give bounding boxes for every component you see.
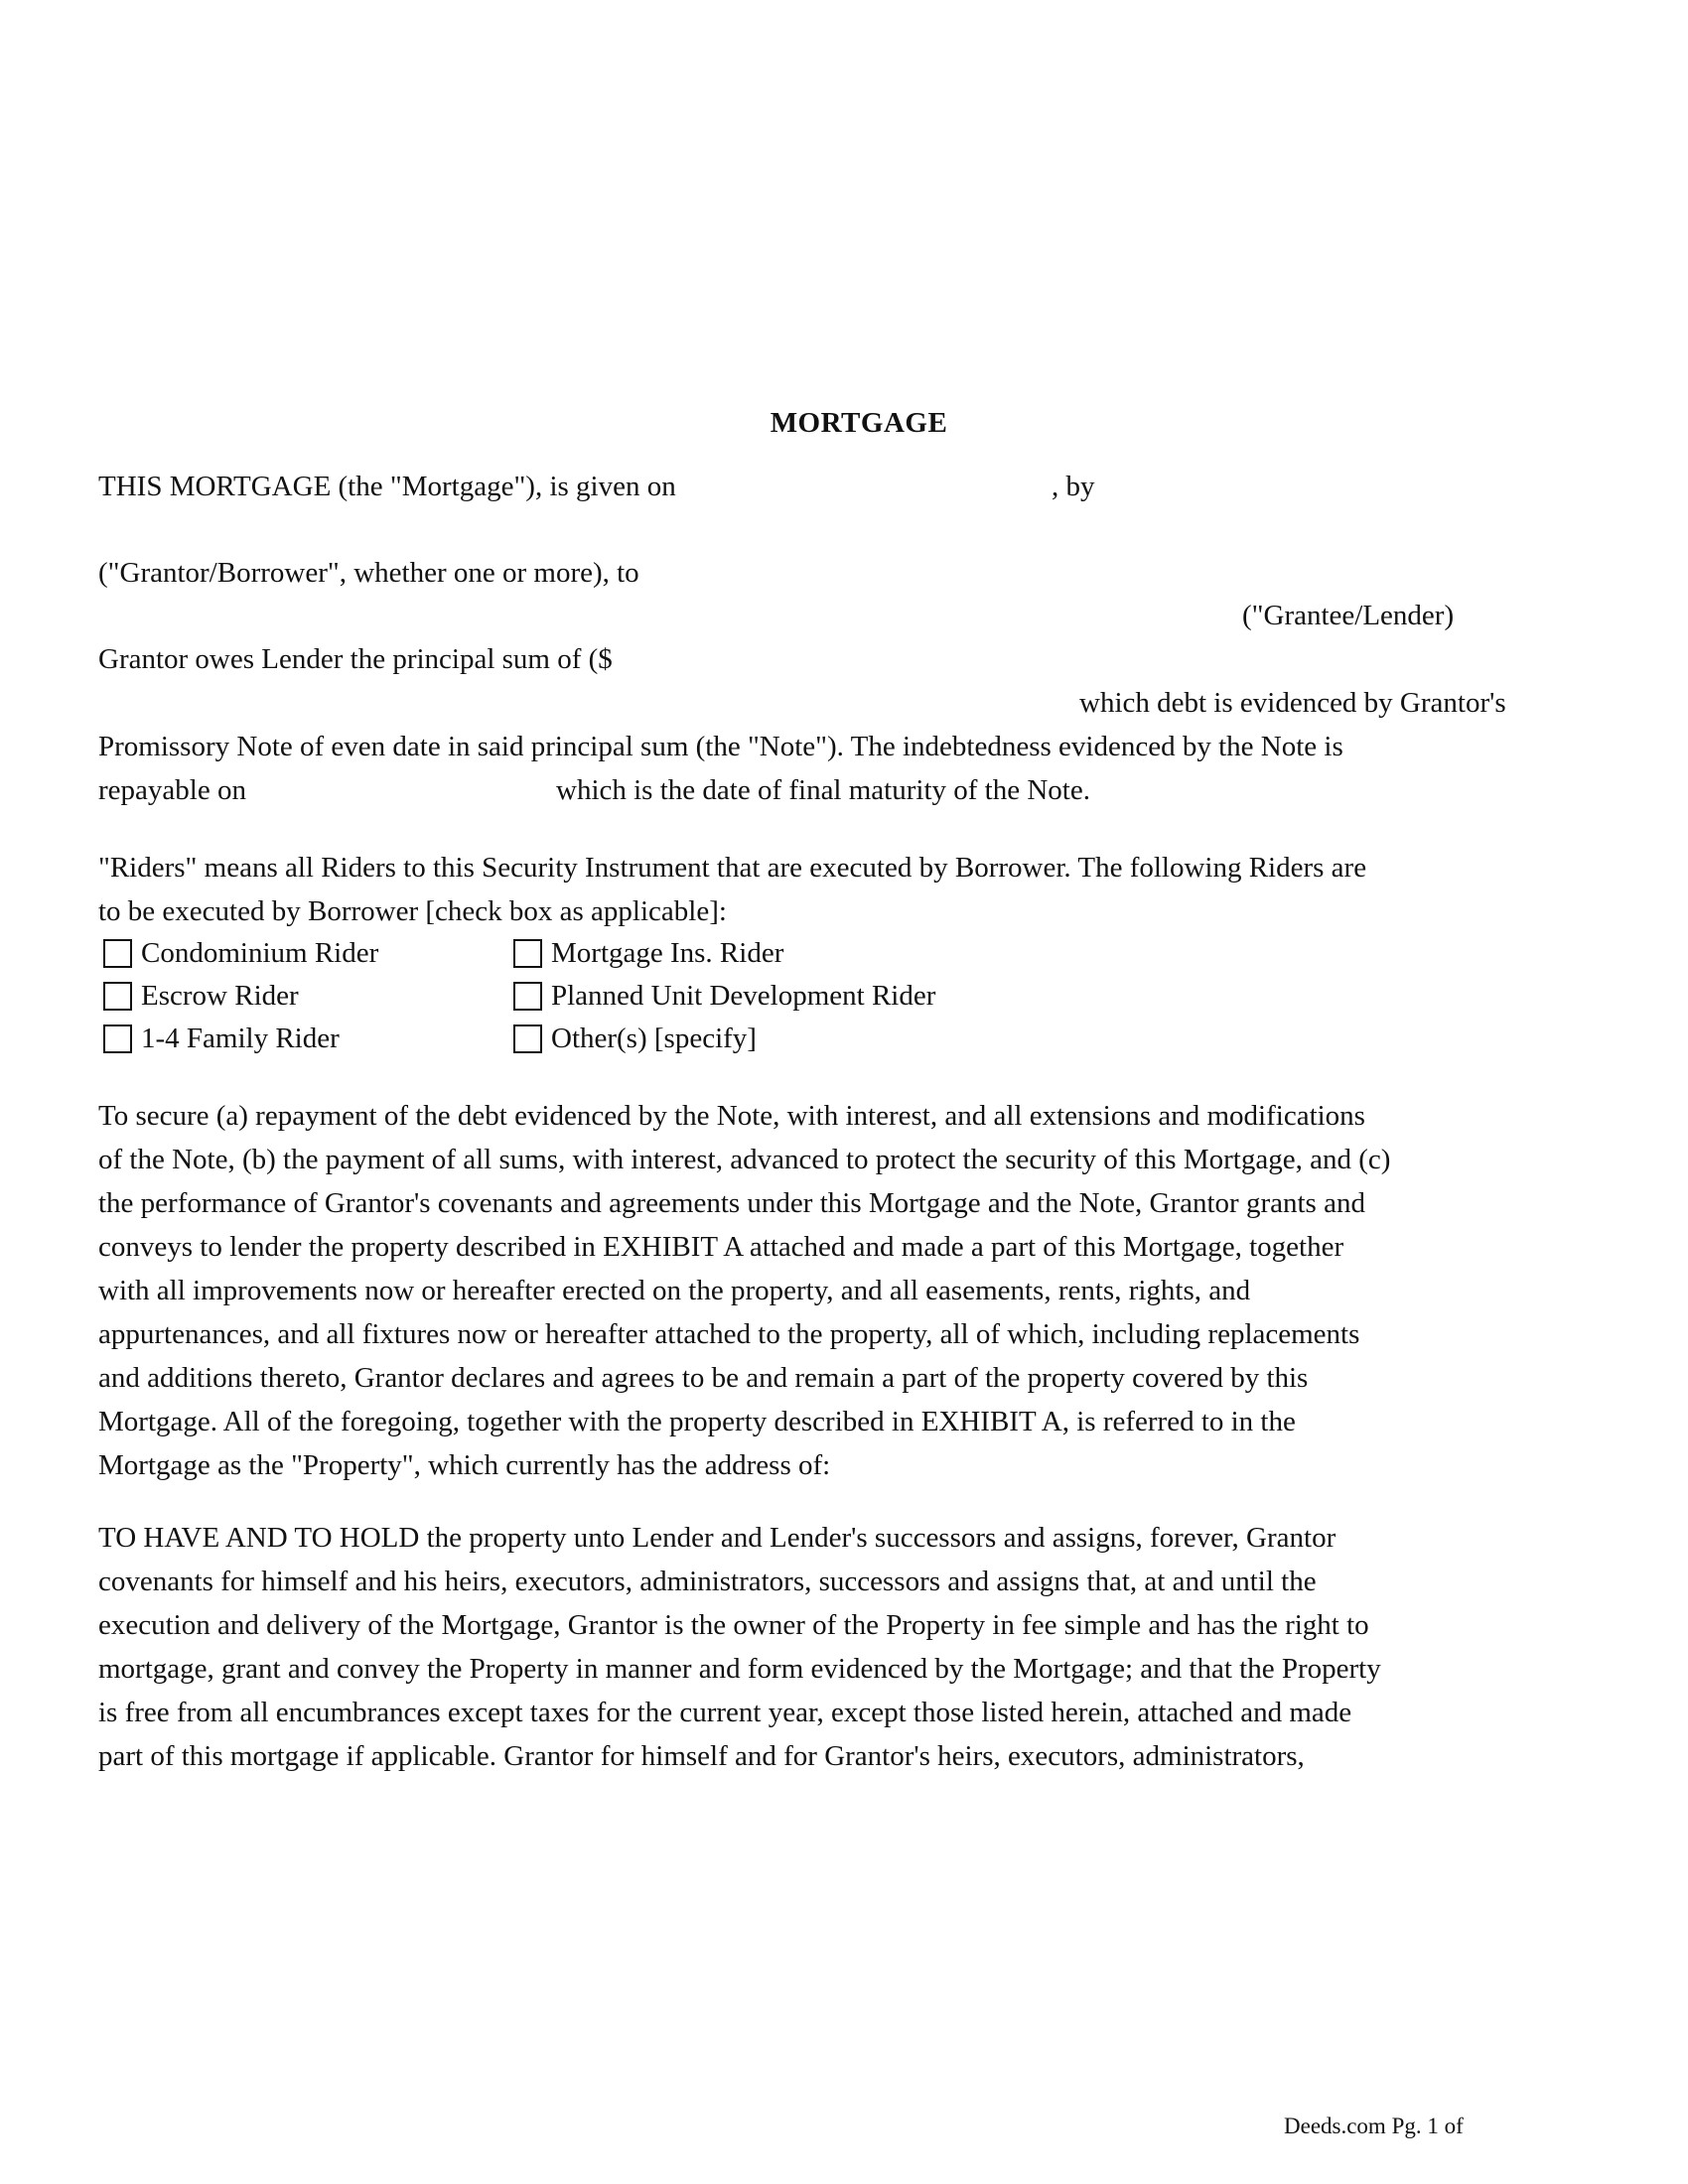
paragraph-line: Mortgage as the "Property", which currently has the address of: (98, 1449, 831, 1481)
paragraph-line: part of this mortgage if applicable. Grantor for himself and for Grantor's heirs, executors, administrators, (98, 1740, 1305, 1772)
rider-label: Condominium Rider (141, 937, 379, 969)
rider-option[interactable] (103, 974, 299, 1018)
hold-paragraph (98, 1516, 1588, 1778)
paragraph-line: with all improvements now or hereafter erected on the property, and all easements, rents, rights, and (98, 1275, 1251, 1306)
condominium-rider-checkbox[interactable] (103, 939, 132, 968)
promissory-note-text: Promissory Note of even date in said principal sum (the "Note"). The indebtedness evidenced by the Note is (98, 731, 1343, 762)
paragraph-line: execution and delivery of the Mortgage, Grantor is the owner of the Property in fee simple and has the right to (98, 1609, 1369, 1641)
debt-evidenced-text: which debt is evidenced by Grantor's (1079, 687, 1506, 719)
escrow-rider-checkbox[interactable] (103, 982, 132, 1011)
planned-unit-development-rider-checkbox[interactable] (513, 982, 542, 1011)
rider-option[interactable] (103, 1017, 340, 1060)
paragraph-line: conveys to lender the property described in EXHIBIT A attached and made a part of this Mortgage, together (98, 1231, 1344, 1263)
paragraph-line: To secure (a) repayment of the debt evidenced by the Note, with interest, and all extensions and modifications (98, 1100, 1365, 1132)
paragraph-line: Mortgage. All of the foregoing, together with the property described in EXHIBIT A, is referred to in the (98, 1406, 1296, 1437)
paragraph-line: is free from all encumbrances except taxes for the current year, except those listed herein, attached and made (98, 1697, 1352, 1728)
paragraph-line: TO HAVE AND TO HOLD the property unto Lender and Lender's successors and assigns, forever, Grantor (98, 1522, 1336, 1554)
mortgage-ins-rider-checkbox[interactable] (513, 939, 542, 968)
paragraph-line: covenants for himself and his heirs, executors, administrators, successors and assigns that, at and until the (98, 1566, 1317, 1597)
document-title: MORTGAGE (770, 407, 948, 439)
rider-option[interactable] (103, 931, 378, 975)
given-on-text: THIS MORTGAGE (the "Mortgage"), is given on (98, 471, 676, 502)
paragraph-line: of the Note, (b) the payment of all sums, with interest, advanced to protect the security of this Mortgage, and (c) (98, 1144, 1391, 1175)
others-rider-checkbox[interactable] (513, 1024, 542, 1053)
rider-option[interactable] (513, 1017, 757, 1060)
by-text: , by (1052, 471, 1095, 502)
riders-instruction-text: to be executed by Borrower [check box as applicable]: (98, 895, 727, 927)
paragraph-line: mortgage, grant and convey the Property in manner and form evidenced by the Mortgage; and that the Property (98, 1653, 1381, 1685)
repayable-on-text: repayable on (98, 774, 246, 806)
rider-option[interactable] (513, 974, 935, 1018)
family-rider-checkbox[interactable] (103, 1024, 132, 1053)
paragraph-line: appurtenances, and all fixtures now or hereafter attached to the property, all of which, including replacements (98, 1318, 1360, 1350)
principal-sum-text: Grantor owes Lender the principal sum of ($ (98, 643, 613, 675)
secure-paragraph (98, 1094, 1588, 1487)
rider-label: Planned Unit Development Rider (551, 980, 936, 1012)
rider-label: Other(s) [specify] (551, 1023, 757, 1054)
paragraph-line: and additions thereto, Grantor declares and agrees to be and remain a part of the property covered by this (98, 1362, 1309, 1394)
page-footer: Deeds.com Pg. 1 of (1284, 2114, 1464, 2138)
final-maturity-text: which is the date of final maturity of the Note. (556, 774, 1090, 806)
riders-definition-text: "Riders" means all Riders to this Security Instrument that are executed by Borrower. The following Riders are (98, 852, 1367, 884)
paragraph-line: the performance of Grantor's covenants and agreements under this Mortgage and the Note, Grantor grants and (98, 1187, 1365, 1219)
grantor-borrower-text: ("Grantor/Borrower", whether one or more), to (98, 557, 639, 589)
grantee-lender-text: ("Grantee/Lender) (1242, 600, 1455, 631)
rider-label: 1-4 Family Rider (141, 1023, 340, 1054)
rider-option[interactable] (513, 931, 783, 975)
rider-label: Escrow Rider (141, 980, 299, 1012)
rider-label: Mortgage Ins. Rider (551, 937, 784, 969)
